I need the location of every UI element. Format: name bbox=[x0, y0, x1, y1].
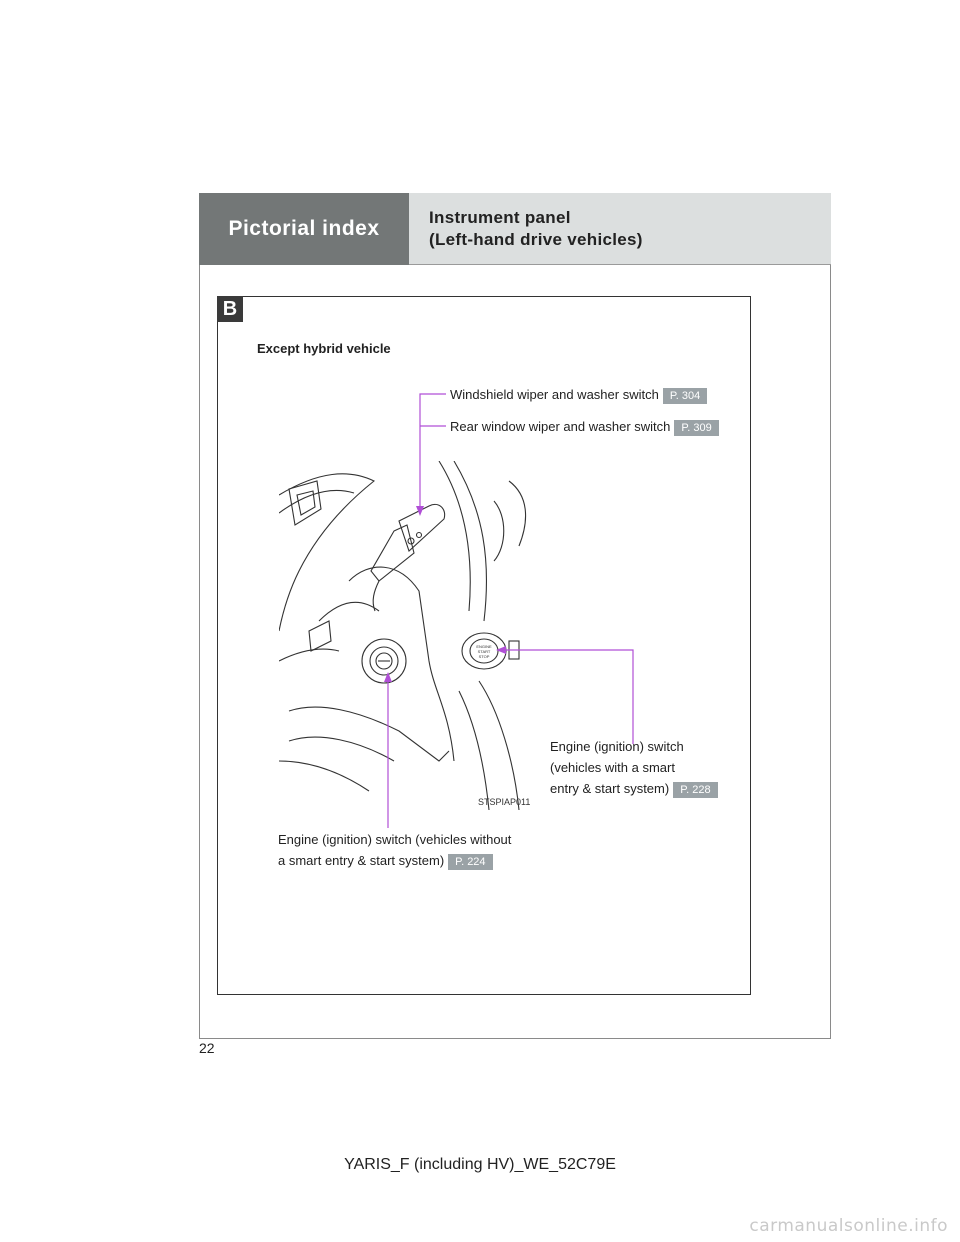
callout-key-switch bbox=[278, 829, 511, 871]
callout-smart-switch-line2: (vehicles with a smart bbox=[550, 760, 675, 775]
svg-text:START: START bbox=[477, 649, 491, 654]
page-title-line1: Instrument panel bbox=[429, 208, 571, 227]
footer-code: YARIS_F (including HV)_WE_52C79E bbox=[344, 1156, 616, 1173]
callout-windshield-wiper bbox=[450, 384, 707, 405]
section-subtitle: Except hybrid vehicle bbox=[257, 341, 391, 356]
callout-smart-switch-line1: Engine (ignition) switch bbox=[550, 739, 684, 754]
steering-column-drawing bbox=[279, 461, 529, 810]
watermark[interactable]: carmanualsonline.info bbox=[749, 1216, 948, 1236]
page-number: 22 bbox=[199, 1040, 215, 1056]
ref-p224[interactable]: P. 224 bbox=[448, 854, 492, 870]
section-header bbox=[199, 193, 409, 265]
callout-rear-wiper-text: Rear window wiper and washer switch bbox=[450, 419, 671, 434]
callout-windshield-wiper-text: Windshield wiper and washer switch bbox=[450, 387, 659, 402]
callout-key-switch-line1: Engine (ignition) switch (vehicles without bbox=[278, 832, 512, 847]
page-title-header bbox=[409, 193, 831, 265]
svg-text:STOP: STOP bbox=[478, 654, 490, 659]
instrument-panel-illustration bbox=[279, 461, 529, 810]
ref-p228[interactable]: P. 228 bbox=[673, 782, 717, 798]
section-tab: B bbox=[217, 296, 243, 322]
start-button-label: ENGINE bbox=[476, 644, 492, 649]
ref-p304[interactable]: P. 304 bbox=[663, 388, 707, 404]
section-title: Pictorial index bbox=[228, 217, 380, 240]
callout-rear-wiper bbox=[450, 416, 719, 437]
callout-smart-switch-line3: entry & start system) bbox=[550, 781, 670, 796]
callout-key-switch-line2: a smart entry & start system) bbox=[278, 853, 445, 868]
figure-code: STSPIAP011 bbox=[478, 797, 531, 807]
page-title-line2: (Left-hand drive vehicles) bbox=[429, 230, 643, 249]
callout-smart-switch bbox=[550, 736, 718, 799]
ref-p309[interactable]: P. 309 bbox=[674, 420, 718, 436]
